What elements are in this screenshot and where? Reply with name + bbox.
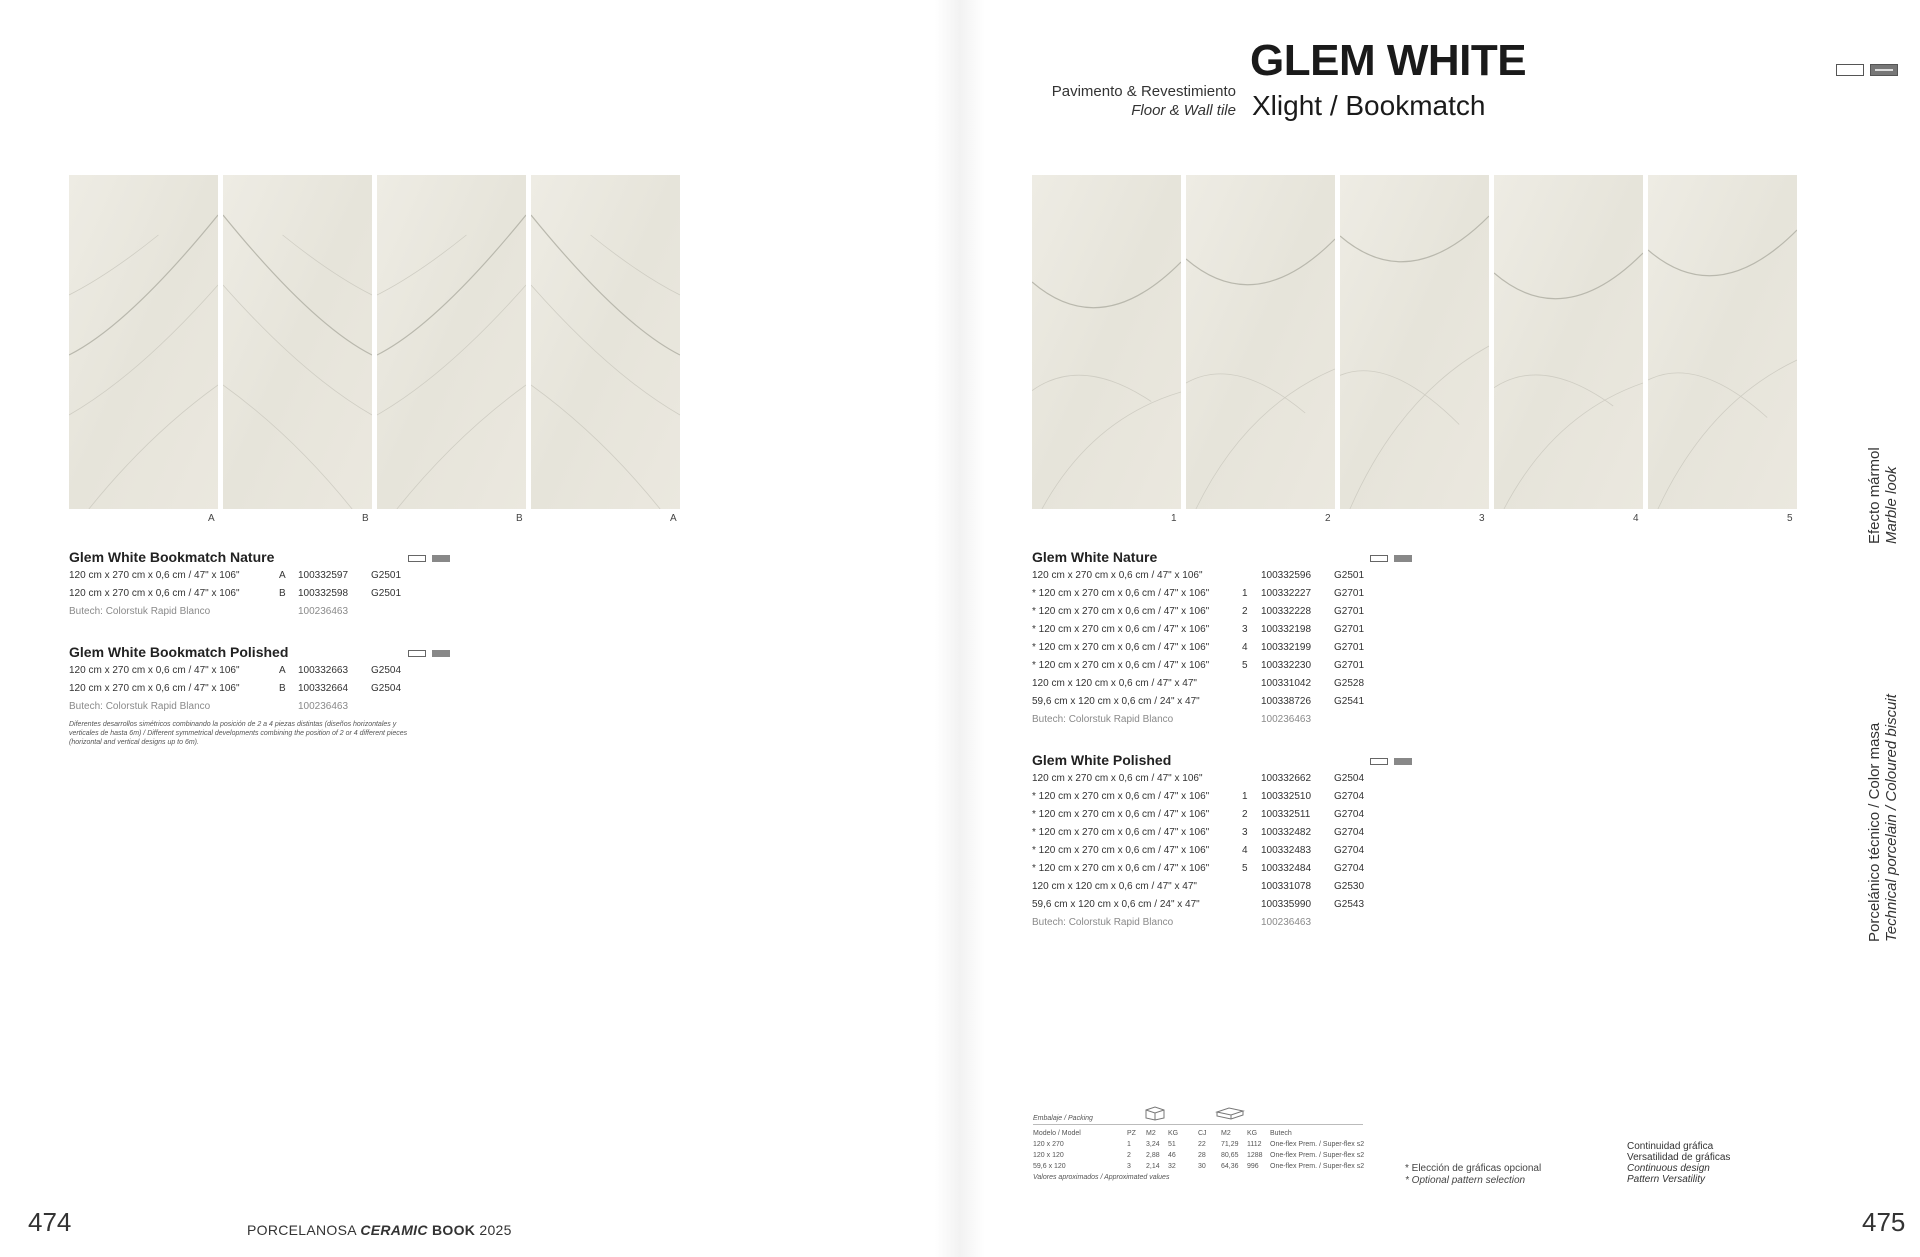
spec-format-icons: [408, 555, 450, 562]
packing-table: [1033, 1105, 1363, 1185]
spec-ref: G2504: [1334, 773, 1365, 784]
spec-row: [1032, 863, 1412, 877]
tile-image: [223, 175, 372, 509]
spec-code: 100332597: [298, 570, 349, 581]
spec-code: 100331042: [1261, 678, 1312, 689]
packing-cell: 3: [1127, 1163, 1131, 1170]
tile-image: [1186, 175, 1335, 509]
spec-ref: G2541: [1334, 696, 1365, 707]
spec-ref: G2701: [1334, 642, 1365, 653]
spec-code: 100338726: [1261, 696, 1312, 707]
spec-row: [1032, 881, 1412, 895]
spec-variant: A: [279, 570, 286, 581]
spec-code: 100236463: [1261, 917, 1312, 928]
spec-size: 59,6 cm x 120 cm x 0,6 cm / 24" x 47": [1032, 696, 1200, 707]
spec-variant: 2: [1242, 606, 1248, 617]
packing-cell: 2,88: [1146, 1152, 1160, 1159]
tile-label: B: [516, 513, 523, 524]
tile-image: [69, 175, 218, 509]
spec-format-icons: [408, 650, 450, 657]
spec-size: Butech: Colorstuk Rapid Blanco: [1032, 714, 1174, 725]
spec-code: 100332198: [1261, 624, 1312, 635]
spec-ref: G2530: [1334, 881, 1365, 892]
spec-size: * 120 cm x 270 cm x 0,6 cm / 47" x 106": [1032, 827, 1210, 838]
footer-year: 2025: [479, 1222, 512, 1238]
spec-row: [1032, 773, 1412, 787]
side-label-marble: [1866, 447, 1900, 544]
spec-size: Butech: Colorstuk Rapid Blanco: [69, 701, 211, 712]
spec-ref: G2701: [1334, 624, 1365, 635]
spec-ref: G2704: [1334, 827, 1365, 838]
spec-row: [1032, 678, 1412, 692]
spec-variant: 3: [1242, 827, 1248, 838]
packing-cell: 32: [1168, 1163, 1176, 1170]
pattern-note: [1405, 1163, 1541, 1187]
spec-row: [69, 588, 449, 602]
spec-row: [1032, 588, 1412, 602]
packing-row: [1033, 1141, 1363, 1151]
spec-title: Glem White Nature: [1032, 549, 1158, 565]
packing-cell: 59,6 x 120: [1033, 1163, 1066, 1170]
spec-code: 100332596: [1261, 570, 1312, 581]
box-icon: [1143, 1105, 1167, 1121]
spec-variant: 4: [1242, 642, 1248, 653]
spec-size: Butech: Colorstuk Rapid Blanco: [1032, 917, 1174, 928]
pattern-note-en: * Optional pattern selection: [1405, 1175, 1526, 1186]
side-marble-en: Marble look: [1883, 466, 1900, 544]
packing-cell: 71,29: [1221, 1141, 1239, 1148]
tile-label: 1: [1171, 513, 1177, 524]
spec-row: [1032, 917, 1412, 931]
spec-code: 100332199: [1261, 642, 1312, 653]
packing-row: [1033, 1163, 1363, 1173]
spec-title: Glem White Polished: [1032, 752, 1172, 768]
spec-row: [1032, 827, 1412, 841]
tile-image: [1340, 175, 1489, 509]
packing-cell: 2: [1127, 1152, 1131, 1159]
side-tech-es: Porcelánico técnico / Color masa: [1866, 722, 1883, 942]
spec-row: [69, 606, 449, 620]
packing-header: [1033, 1130, 1363, 1140]
footer-book-italic: CERAMIC: [360, 1222, 428, 1238]
packing-title: Embalaje / Packing: [1033, 1115, 1093, 1122]
packing-cell: 996: [1247, 1163, 1259, 1170]
continuity-en2: Pattern Versatility: [1627, 1174, 1705, 1185]
spec-row: [69, 570, 449, 584]
spec-size: 120 cm x 270 cm x 0,6 cm / 47" x 106": [1032, 570, 1203, 581]
spec-row: [1032, 624, 1412, 638]
packing-cell: 30: [1198, 1163, 1206, 1170]
tile-label: 2: [1325, 513, 1331, 524]
packing-cell: 1112: [1247, 1141, 1262, 1148]
page-gutter: [935, 0, 985, 1257]
spec-row: [1032, 845, 1412, 859]
spec-code: 100332664: [298, 683, 349, 694]
packing-footnote: Valores aproximados / Approximated values: [1033, 1174, 1170, 1181]
category-es: Pavimento & Revestimiento: [1051, 83, 1236, 100]
packing-cell: One-flex Prem. / Super-flex s2: [1270, 1152, 1365, 1159]
continuity-es1: Continuidad gráfica: [1627, 1141, 1714, 1152]
footer-book: BOOK: [431, 1222, 476, 1238]
spec-ref: G2704: [1334, 863, 1365, 874]
spec-size: 120 cm x 270 cm x 0,6 cm / 47" x 106": [69, 683, 240, 694]
spec-ref: G2543: [1334, 899, 1365, 910]
spec-ref: G2704: [1334, 791, 1365, 802]
packing-cell: CJ: [1198, 1130, 1207, 1137]
slab-filled-icon: [1870, 64, 1898, 76]
spec-row: [69, 701, 449, 715]
spec-ref: G2704: [1334, 845, 1365, 856]
packing-cell: KG: [1168, 1130, 1179, 1137]
tile-image: [531, 175, 680, 509]
packing-cell: 3,24: [1146, 1141, 1160, 1148]
footer-brand-name: PORCELANOSA: [247, 1222, 357, 1238]
packing-cell: 2,14: [1146, 1163, 1160, 1170]
spec-row: [1032, 570, 1412, 584]
spec-code: 100332484: [1261, 863, 1312, 874]
spec-title: Glem White Bookmatch Nature: [69, 549, 275, 565]
packing-cell: One-flex Prem. / Super-flex s2: [1270, 1163, 1365, 1170]
packing-cell: One-flex Prem. / Super-flex s2: [1270, 1141, 1365, 1148]
spec-size: * 120 cm x 270 cm x 0,6 cm / 47" x 106": [1032, 863, 1210, 874]
spec-ref: G2701: [1334, 606, 1365, 617]
slab-filled-icon: [1394, 555, 1412, 562]
slab-outline-icon: [408, 650, 426, 657]
spec-variant: B: [279, 588, 286, 599]
spec-size: 120 cm x 120 cm x 0,6 cm / 47" x 47": [1032, 881, 1197, 892]
spec-code: 100236463: [298, 701, 349, 712]
packing-row: [1033, 1152, 1363, 1162]
packing-cell: 1: [1127, 1141, 1131, 1148]
packing-cell: 51: [1168, 1141, 1176, 1148]
page-title: GLEM WHITE: [1250, 36, 1527, 85]
spec-code: 100236463: [1261, 714, 1312, 725]
spec-variant: 1: [1242, 588, 1248, 599]
spec-code: 100332662: [1261, 773, 1312, 784]
spec-ref: G2504: [371, 665, 402, 676]
packing-cell: Modelo / Model: [1033, 1130, 1081, 1137]
spec-code: 100332510: [1261, 791, 1312, 802]
spec-size: Butech: Colorstuk Rapid Blanco: [69, 606, 211, 617]
tile-label: B: [362, 513, 369, 524]
pallet-icon: [1215, 1105, 1245, 1121]
side-label-technical: [1866, 694, 1900, 942]
page-number-right: 475: [1862, 1207, 1906, 1237]
tile-label: 5: [1787, 513, 1793, 524]
spec-size: * 120 cm x 270 cm x 0,6 cm / 47" x 106": [1032, 809, 1210, 820]
spec-code: 100332598: [298, 588, 349, 599]
packing-cell: 1288: [1247, 1152, 1263, 1159]
spec-ref: G2501: [371, 570, 402, 581]
packing-cell: 120 x 270: [1033, 1141, 1064, 1148]
spec-row: [1032, 714, 1412, 728]
spec-variant: 3: [1242, 624, 1248, 635]
page-number-left: 474: [28, 1207, 72, 1237]
spec-code: 100332230: [1261, 660, 1312, 671]
slab-outline-icon: [1370, 555, 1388, 562]
packing-cell: 22: [1198, 1141, 1206, 1148]
spec-variant: 5: [1242, 660, 1248, 671]
packing-divider: [1033, 1124, 1363, 1125]
spec-ref: G2501: [1334, 570, 1365, 581]
footer-brand: [247, 1222, 512, 1238]
slab-filled-icon: [432, 555, 450, 562]
spec-variant: B: [279, 683, 286, 694]
slab-outline-icon: [1836, 64, 1864, 76]
spec-size: * 120 cm x 270 cm x 0,6 cm / 47" x 106": [1032, 588, 1210, 599]
spec-code: 100332483: [1261, 845, 1312, 856]
spec-row: [69, 683, 449, 697]
spec-variant: A: [279, 665, 286, 676]
tile-label: 3: [1479, 513, 1485, 524]
slab-filled-icon: [432, 650, 450, 657]
tile-image: [377, 175, 526, 509]
spec-size: * 120 cm x 270 cm x 0,6 cm / 47" x 106": [1032, 791, 1210, 802]
spec-format-icons: [1370, 758, 1412, 765]
category-label: [1052, 82, 1236, 120]
spec-row: [1032, 809, 1412, 823]
left-footnote: Diferentes desarrollos simétricos combinando la posición de 2 a 4 piezas distintas (diseños horizontales y verticales de hasta 6m) / Different symmetrical developments combining the position of 2 or 4 different pieces (horizontal and vertical designs up to 6m).: [69, 721, 408, 746]
spec-row: [1032, 606, 1412, 620]
packing-cell: 46: [1168, 1152, 1176, 1159]
spec-code: 100331078: [1261, 881, 1312, 892]
spec-size: 120 cm x 270 cm x 0,6 cm / 47" x 106": [69, 570, 240, 581]
packing-cell: PZ: [1127, 1130, 1136, 1137]
spec-size: * 120 cm x 270 cm x 0,6 cm / 47" x 106": [1032, 660, 1210, 671]
tile-label: 4: [1633, 513, 1639, 524]
packing-cell: M2: [1146, 1130, 1156, 1137]
tile-label: A: [670, 513, 677, 524]
tile-image: [1032, 175, 1181, 509]
spec-code: 100332482: [1261, 827, 1312, 838]
spec-variant: 1: [1242, 791, 1248, 802]
spec-size: 120 cm x 270 cm x 0,6 cm / 47" x 106": [1032, 773, 1203, 784]
spec-row: [1032, 696, 1412, 710]
spec-code: 100335990: [1261, 899, 1312, 910]
packing-cell: Butech: [1270, 1130, 1292, 1137]
spec-code: 100332228: [1261, 606, 1312, 617]
side-marble-es: Efecto mármol: [1866, 447, 1883, 544]
spec-size: * 120 cm x 270 cm x 0,6 cm / 47" x 106": [1032, 845, 1210, 856]
spec-row: [1032, 642, 1412, 656]
packing-cell: 64,36: [1221, 1163, 1239, 1170]
spec-row: [69, 665, 449, 679]
category-en: Floor & Wall tile: [1131, 102, 1236, 119]
spec-size: 120 cm x 270 cm x 0,6 cm / 47" x 106": [69, 588, 240, 599]
spec-row: [1032, 791, 1412, 805]
pattern-note-es: * Elección de gráficas opcional: [1405, 1163, 1542, 1174]
spec-ref: G2704: [1334, 809, 1365, 820]
header-format-icons: [1836, 64, 1898, 76]
spec-ref: G2501: [371, 588, 402, 599]
spec-row: [1032, 899, 1412, 913]
spec-size: * 120 cm x 270 cm x 0,6 cm / 47" x 106": [1032, 606, 1210, 617]
spec-variant: 4: [1242, 845, 1248, 856]
slab-outline-icon: [408, 555, 426, 562]
spec-variant: 2: [1242, 809, 1248, 820]
tile-label: A: [208, 513, 215, 524]
spec-size: 59,6 cm x 120 cm x 0,6 cm / 24" x 47": [1032, 899, 1200, 910]
spec-ref: G2504: [371, 683, 402, 694]
spec-ref: G2528: [1334, 678, 1365, 689]
spec-format-icons: [1370, 555, 1412, 562]
spec-size: 120 cm x 270 cm x 0,6 cm / 47" x 106": [69, 665, 240, 676]
spec-variant: 5: [1242, 863, 1248, 874]
side-tech-en: Technical porcelain / Coloured biscuit: [1883, 694, 1900, 942]
spec-row: [1032, 660, 1412, 674]
spec-size: 120 cm x 120 cm x 0,6 cm / 47" x 47": [1032, 678, 1197, 689]
spec-size: * 120 cm x 270 cm x 0,6 cm / 47" x 106": [1032, 642, 1210, 653]
packing-cell: KG: [1247, 1130, 1258, 1137]
tile-image: [1648, 175, 1797, 509]
continuity-es2: Versatilidad de gráficas: [1627, 1152, 1731, 1163]
spec-size: * 120 cm x 270 cm x 0,6 cm / 47" x 106": [1032, 624, 1210, 635]
packing-cell: M2: [1221, 1130, 1231, 1137]
slab-outline-icon: [1370, 758, 1388, 765]
continuity-en1: Continuous design: [1627, 1163, 1710, 1174]
spec-code: 100332663: [298, 665, 349, 676]
continuity-block: [1627, 1141, 1730, 1185]
spec-code: 100236463: [298, 606, 349, 617]
spec-code: 100332227: [1261, 588, 1312, 599]
spec-title: Glem White Bookmatch Polished: [69, 644, 289, 660]
spec-code: 100332511: [1261, 809, 1311, 820]
packing-cell: 28: [1198, 1152, 1206, 1159]
slab-filled-icon: [1394, 758, 1412, 765]
page-subtitle: Xlight / Bookmatch: [1252, 90, 1486, 121]
spec-ref: G2701: [1334, 660, 1365, 671]
packing-cell: 80,65: [1221, 1152, 1239, 1159]
packing-cell: 120 x 120: [1033, 1152, 1064, 1159]
spec-ref: G2701: [1334, 588, 1365, 599]
tile-image: [1494, 175, 1643, 509]
